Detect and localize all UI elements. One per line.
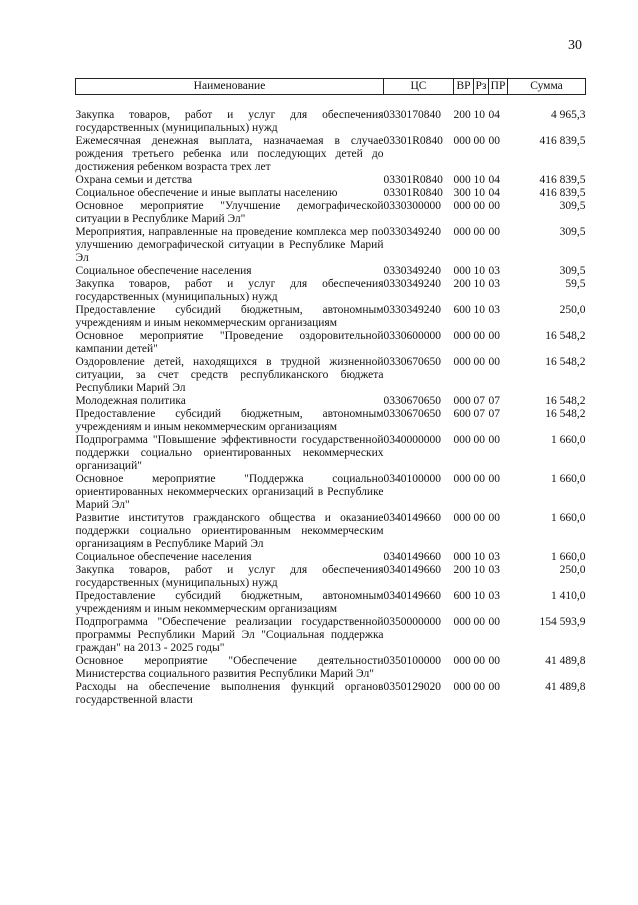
cell-sum: 59,5 <box>565 278 586 290</box>
cell-rz: 00 <box>473 616 485 628</box>
cell-sum: 41 489,8 <box>545 681 586 693</box>
cell-rz: 10 <box>473 564 485 576</box>
cell-vr: 000 <box>453 200 471 212</box>
cell-rz: 00 <box>473 356 485 368</box>
table-row <box>76 473 586 512</box>
cell-name: Социальное обеспечение населения <box>75 265 252 277</box>
cell-rz: 00 <box>473 473 485 485</box>
cell-vr: 600 <box>453 590 471 602</box>
cell-pr: 00 <box>488 330 500 342</box>
table-row <box>76 616 586 655</box>
cell-vr: 000 <box>453 655 471 667</box>
cell-cs: 0340149660 <box>383 551 441 563</box>
cell-cs: 0340149660 <box>383 564 441 576</box>
cell-pr: 03 <box>488 590 500 602</box>
cell-sum: 1 660,0 <box>551 551 586 563</box>
cell-cs: 0350100000 <box>383 655 441 667</box>
cell-name: Оздоровление детей, находящихся в трудной жизненной ситуации, за счет средств республиканского бюджета Республики Марий Эл <box>75 356 384 394</box>
cell-pr: 00 <box>488 356 500 368</box>
cell-name: Расходы на обеспечение выполнения функций органов государственной власти <box>75 681 384 706</box>
cell-name: Предоставление субсидий бюджетным, автономным учреждениям и иным некоммерческим организациям <box>75 304 384 329</box>
cell-vr: 000 <box>453 512 471 524</box>
cell-name: Мероприятия, направленные на проведение комплекса мер по улучшению демографической ситуации в Республике Марий Эл <box>75 226 384 264</box>
cell-cs: 0330349240 <box>383 265 441 277</box>
cell-pr: 04 <box>488 109 500 121</box>
cell-name: Ежемесячная денежная выплата, назначаемая в случае рождения третьего ребенка или последующих детей до достижения ребенком возраста трех лет <box>75 135 384 173</box>
cell-vr: 000 <box>453 681 471 693</box>
cell-cs: 0350000000 <box>383 616 441 628</box>
table-row <box>76 187 586 200</box>
cell-cs: 0330670650 <box>383 408 441 420</box>
cell-sum: 416 839,5 <box>539 174 586 186</box>
cell-name: Развитие институтов гражданского общества и оказание поддержки социально ориентированным некоммерческим организациям в Республике Марий Эл <box>75 512 384 550</box>
cell-name: Основное мероприятие "Улучшение демографической ситуации в Республике Марий Эл" <box>75 200 384 225</box>
table-row <box>76 356 586 395</box>
cell-cs: 0330300000 <box>383 200 441 212</box>
cell-cs: 0330670650 <box>383 356 441 368</box>
cell-vr: 000 <box>453 174 471 186</box>
cell-pr: 00 <box>488 681 500 693</box>
table-row <box>76 330 586 356</box>
header-vr: ВР <box>454 79 474 95</box>
cell-rz: 10 <box>473 187 485 199</box>
header-name: Наименование <box>76 79 384 95</box>
cell-pr: 00 <box>488 616 500 628</box>
cell-rz: 00 <box>473 655 485 667</box>
table-row <box>76 304 586 330</box>
cell-name: Основное мероприятие "Проведение оздоровительной кампании детей" <box>75 330 384 355</box>
cell-rz: 00 <box>473 512 485 524</box>
cell-rz: 10 <box>473 265 485 277</box>
table-row <box>76 551 586 564</box>
cell-sum: 1 660,0 <box>551 512 586 524</box>
cell-sum: 250,0 <box>559 304 586 316</box>
cell-vr: 000 <box>453 356 471 368</box>
cell-pr: 00 <box>488 655 500 667</box>
cell-name: Подпрограмма "Обеспечение реализации государственной программы Республики Марий Эл "Социальная поддержка граждан" на 2013 - 2025 годы" <box>75 616 384 654</box>
cell-vr: 200 <box>453 564 471 576</box>
cell-rz: 00 <box>473 200 485 212</box>
header-sum: Сумма <box>508 79 586 95</box>
cell-pr: 07 <box>488 395 500 407</box>
cell-pr: 03 <box>488 304 500 316</box>
cell-rz: 10 <box>473 304 485 316</box>
cell-sum: 4 965,3 <box>551 109 586 121</box>
cell-cs: 0340100000 <box>383 473 441 485</box>
cell-rz: 00 <box>473 434 485 446</box>
cell-pr: 03 <box>488 278 500 290</box>
cell-cs: 0330349240 <box>383 304 441 316</box>
cell-pr: 00 <box>488 473 500 485</box>
cell-pr: 07 <box>488 408 500 420</box>
cell-name: Основное мероприятие "Обеспечение деятельности Министерства социального развития Республики Марий Эл" <box>75 655 384 680</box>
table-row <box>76 200 586 226</box>
cell-vr: 000 <box>453 226 471 238</box>
table-row <box>76 226 586 265</box>
table-row <box>76 434 586 473</box>
cell-name: Молодежная политика <box>75 395 186 407</box>
cell-name: Основное мероприятие "Поддержка социально ориентированных некоммерческих организаций в Республике Марий Эл" <box>75 473 384 511</box>
cell-name: Закупка товаров, работ и услуг для обеспечения государственных (муниципальных) нужд <box>75 278 384 303</box>
cell-vr: 600 <box>453 304 471 316</box>
cell-name: Предоставление субсидий бюджетным, автономным учреждениям и иным некоммерческим организациям <box>75 590 384 615</box>
cell-sum: 416 839,5 <box>539 187 586 199</box>
table-row <box>76 278 586 304</box>
cell-rz: 00 <box>473 330 485 342</box>
cell-rz: 00 <box>473 226 485 238</box>
cell-pr: 00 <box>488 200 500 212</box>
cell-rz: 00 <box>473 135 485 147</box>
cell-pr: 03 <box>488 265 500 277</box>
header-rz: Рз <box>474 79 489 95</box>
cell-pr: 00 <box>488 226 500 238</box>
cell-sum: 16 548,2 <box>545 395 586 407</box>
cell-name: Социальное обеспечение населения <box>75 551 252 563</box>
table-row <box>76 564 586 590</box>
cell-rz: 10 <box>473 590 485 602</box>
cell-sum: 309,5 <box>559 200 586 212</box>
table-row <box>76 135 586 174</box>
cell-rz: 00 <box>473 681 485 693</box>
table-row <box>76 655 586 681</box>
table-row <box>76 109 586 135</box>
table-header-row <box>76 79 586 95</box>
cell-sum: 16 548,2 <box>545 356 586 368</box>
cell-rz: 10 <box>473 278 485 290</box>
cell-name: Закупка товаров, работ и услуг для обеспечения государственных (муниципальных) нужд <box>75 564 384 589</box>
table-body <box>76 95 586 708</box>
cell-cs: 0340149660 <box>383 512 441 524</box>
cell-cs: 03301R0840 <box>383 174 443 186</box>
cell-vr: 000 <box>453 265 471 277</box>
cell-name: Социальное обеспечение и иные выплаты населению <box>75 187 338 199</box>
cell-cs: 0330600000 <box>383 330 441 342</box>
cell-vr: 300 <box>453 187 471 199</box>
cell-cs: 0330349240 <box>383 226 441 238</box>
cell-vr: 200 <box>453 278 471 290</box>
cell-sum: 309,5 <box>559 265 586 277</box>
header-pr: ПР <box>489 79 508 95</box>
table-row <box>76 265 586 278</box>
cell-vr: 000 <box>453 330 471 342</box>
cell-vr: 000 <box>453 616 471 628</box>
table-row <box>76 395 586 408</box>
cell-sum: 154 593,9 <box>539 616 586 628</box>
cell-rz: 10 <box>473 174 485 186</box>
cell-sum: 1 660,0 <box>551 473 586 485</box>
cell-cs: 0330349240 <box>383 278 441 290</box>
cell-rz: 10 <box>473 551 485 563</box>
cell-cs: 0330170840 <box>383 109 441 121</box>
cell-sum: 16 548,2 <box>545 408 586 420</box>
cell-pr: 00 <box>488 135 500 147</box>
header-cs: ЦС <box>384 79 454 95</box>
budget-table <box>75 78 586 707</box>
cell-pr: 03 <box>488 564 500 576</box>
cell-cs: 0340000000 <box>383 434 441 446</box>
cell-pr: 04 <box>488 174 500 186</box>
cell-vr: 600 <box>453 408 471 420</box>
cell-sum: 41 489,8 <box>545 655 586 667</box>
cell-pr: 04 <box>488 187 500 199</box>
cell-name: Закупка товаров, работ и услуг для обеспечения государственных (муниципальных) нужд <box>75 109 384 134</box>
table-row <box>76 590 586 616</box>
cell-cs: 0340149660 <box>383 590 441 602</box>
cell-sum: 250,0 <box>559 564 586 576</box>
cell-name: Подпрограмма "Повышение эффективности государственной поддержки социально ориентированных некоммерческих организаций" <box>75 434 384 472</box>
cell-sum: 16 548,2 <box>545 330 586 342</box>
cell-name: Предоставление субсидий бюджетным, автономным учреждениям и иным некоммерческим организациям <box>75 408 384 433</box>
cell-vr: 000 <box>453 473 471 485</box>
cell-vr: 200 <box>453 109 471 121</box>
cell-sum: 309,5 <box>559 226 586 238</box>
cell-vr: 000 <box>453 135 471 147</box>
header-spacer <box>76 95 586 110</box>
table-row <box>76 512 586 551</box>
cell-name: Охрана семьи и детства <box>75 174 193 186</box>
cell-cs: 0330670650 <box>383 395 441 407</box>
cell-rz: 10 <box>473 109 485 121</box>
cell-vr: 000 <box>453 395 471 407</box>
cell-sum: 1 410,0 <box>551 590 586 602</box>
cell-vr: 000 <box>453 434 471 446</box>
cell-pr: 00 <box>488 512 500 524</box>
cell-pr: 00 <box>488 434 500 446</box>
cell-rz: 07 <box>473 408 485 420</box>
cell-cs: 03301R0840 <box>383 187 443 199</box>
cell-cs: 03301R0840 <box>383 135 443 147</box>
table-row <box>76 681 586 707</box>
cell-vr: 000 <box>453 551 471 563</box>
cell-cs: 0350129020 <box>383 681 441 693</box>
cell-sum: 1 660,0 <box>551 434 586 446</box>
cell-sum: 416 839,5 <box>539 135 586 147</box>
table-row <box>76 174 586 187</box>
page-number: 30 <box>568 38 582 53</box>
cell-pr: 03 <box>488 551 500 563</box>
table-row <box>76 408 586 434</box>
cell-rz: 07 <box>473 395 485 407</box>
